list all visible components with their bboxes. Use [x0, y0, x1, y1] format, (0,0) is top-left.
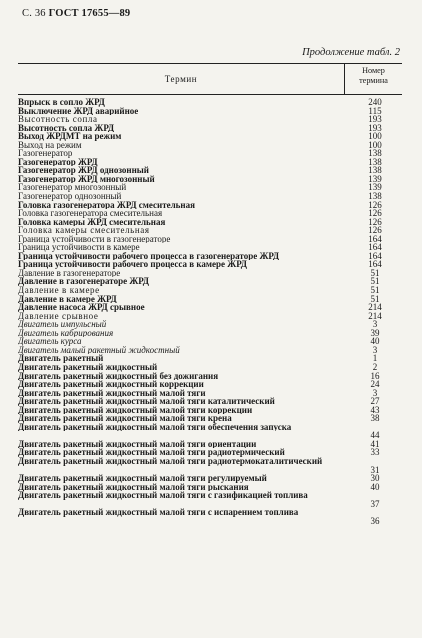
term-text: Двигатель ракетный жидкостный малой тяги регулируемый: [18, 474, 267, 483]
term-number: 24: [370, 379, 380, 390]
table-row: [18, 201, 402, 210]
table-row: [18, 354, 402, 363]
term-number: 51: [370, 276, 380, 287]
table-row: [18, 175, 402, 184]
term-text: Давление срывное: [18, 311, 99, 321]
table-row: [18, 218, 402, 227]
term-number: 1: [372, 353, 378, 364]
term-number: 40: [370, 481, 380, 492]
term-text: Граница устойчивости в камере: [18, 243, 140, 252]
term-number: 38: [370, 413, 380, 424]
term-text: Двигатель ракетный жидкостный малой тяги ориентации: [18, 439, 257, 449]
term-text: Газогенератор многозонный: [18, 183, 127, 193]
term-number: 138: [368, 148, 382, 159]
table-continuation-label: Продолжение табл. 2: [302, 47, 400, 58]
table-row: [18, 295, 402, 304]
term-number: 51: [370, 267, 380, 278]
term-number: 16: [370, 370, 380, 381]
table-row: [18, 286, 402, 295]
term-text: Двигатель ракетный жидкостный малой тяги: [18, 388, 206, 398]
term-text: Газогенератор ЖРД многозонный: [18, 174, 155, 184]
term-text: Газогенератор однозонный: [18, 192, 122, 201]
column-header-number-line1: Номер: [362, 66, 385, 75]
term-text: Двигатель ракетный: [18, 354, 104, 363]
term-number: 51: [370, 293, 380, 304]
term-text: Высотность сопла ЖРД: [18, 123, 115, 133]
term-text: Давление насоса ЖРД срывное: [18, 303, 145, 312]
term-number: 164: [368, 242, 382, 253]
term-number: 36: [370, 515, 380, 526]
term-number: 2: [372, 361, 378, 372]
term-text: Двигатель ракетный жидкостный малой тяги с газификацией топлива: [18, 491, 308, 500]
term-text: Двигатель ракетный жидкостный коррекции: [18, 380, 204, 389]
term-text: Двигатель кабрирования: [18, 328, 114, 338]
term-text: Головка газогенератора смесительная: [18, 209, 163, 218]
term-text: Двигатель ракетный жидкостный малой тяги крена: [18, 414, 232, 423]
term-text: Двигатель ракетный жидкостный малой тяги с испарением топлива: [18, 508, 299, 517]
table-row: [18, 252, 402, 261]
table-row: [18, 107, 402, 116]
table-row: [18, 372, 402, 381]
table-row: [18, 303, 402, 312]
column-header-number-line2: термина: [359, 76, 388, 85]
table-row: [18, 423, 402, 440]
table-row: [18, 312, 402, 321]
term-text: Граница устойчивости рабочего процесса в камере ЖРД: [18, 260, 247, 269]
term-text: Впрыск в сопло ЖРД: [18, 98, 105, 107]
column-header-term: Термин: [18, 64, 345, 94]
term-number: 240: [368, 97, 382, 107]
table-row: [18, 209, 402, 218]
term-text: Высотность сопла: [18, 115, 98, 124]
table-row: [18, 414, 402, 423]
term-number: 41: [370, 438, 380, 449]
term-number: 126: [368, 225, 382, 236]
term-text: Двигатель курса: [18, 337, 82, 346]
term-number: 3: [372, 344, 378, 355]
term-number: 40: [370, 336, 380, 347]
table-row: [18, 389, 402, 398]
table-row: [18, 124, 402, 133]
term-number: 100: [368, 139, 382, 150]
term-number: 44: [370, 430, 380, 441]
table-row: [18, 260, 402, 269]
term-text: Двигатель ракетный жидкостный малой тяги каталитический: [18, 397, 275, 406]
page-number: С. 36: [22, 8, 46, 19]
table-row: [18, 192, 402, 201]
term-text: Двигатель ракетный жидкостный без дожигания: [18, 371, 219, 381]
term-text: Двигатель ракетный жидкостный малой тяги радиотермический: [18, 448, 285, 457]
term-text: Двигатель ракетный жидкостный малой тяги обеспечения запуска: [18, 422, 292, 432]
table-row: [18, 337, 402, 346]
term-number: 39: [370, 327, 380, 338]
table-row: [18, 149, 402, 158]
term-number: 31: [370, 464, 380, 475]
table-row: [18, 508, 402, 525]
term-text: Газогенератор: [18, 149, 73, 158]
table-row: [18, 235, 402, 244]
table-row: [18, 406, 402, 415]
term-text: Выход на режим: [18, 140, 82, 150]
term-text: Граница устойчивости в газогенераторе: [18, 234, 171, 244]
term-number: 138: [368, 191, 382, 202]
table-row: [18, 277, 402, 286]
term-number: 27: [370, 396, 380, 407]
term-number: 139: [368, 173, 382, 184]
table-row: [18, 115, 402, 124]
table-row: [18, 483, 402, 492]
table-header: [18, 63, 402, 95]
term-text: Давление в камере: [18, 286, 100, 295]
term-number: 164: [368, 233, 382, 244]
table-row: [18, 98, 402, 107]
term-number: 193: [368, 114, 382, 125]
term-text: Давление в камере ЖРД: [18, 294, 117, 304]
term-number: 193: [368, 122, 382, 133]
term-text: Двигатель ракетный жидкостный: [18, 362, 158, 372]
page-header: [22, 8, 130, 19]
term-text: Давление в газогенераторе ЖРД: [18, 277, 149, 287]
table-row: [18, 226, 402, 235]
term-text: Двигатель ракетный жидкостный малой тяги коррекции: [18, 405, 253, 415]
table-row: [18, 329, 402, 338]
term-number: 33: [370, 447, 380, 458]
table-row: [18, 363, 402, 372]
term-text: Выключение ЖРД аварийное: [18, 106, 139, 116]
column-header-number: [345, 66, 402, 86]
term-number: 115: [368, 105, 382, 116]
table-row: [18, 457, 402, 474]
term-text: Головка камеры смесительная: [18, 226, 150, 235]
term-number: 126: [368, 208, 382, 219]
term-text: Давление в газогенераторе: [18, 268, 121, 278]
term-number: 214: [368, 310, 382, 321]
term-number: 214: [368, 302, 382, 313]
term-number: 37: [370, 498, 380, 509]
table-row: [18, 380, 402, 389]
term-text: Газогенератор ЖРД: [18, 157, 98, 167]
term-number: 139: [368, 182, 382, 193]
term-number: 126: [368, 199, 382, 210]
term-number: 164: [368, 259, 382, 270]
term-number: 30: [370, 473, 380, 484]
table-row: [18, 440, 402, 449]
table-row: [18, 491, 402, 508]
term-text: Двигатель ракетный жидкостный малой тяги радиотермокаталитический: [18, 456, 323, 466]
term-text: Двигатель ракетный жидкостный малой тяги рыскания: [18, 482, 249, 492]
table-row: [18, 183, 402, 192]
term-number: 43: [370, 404, 380, 415]
table-row: [18, 474, 402, 483]
table-row: [18, 346, 402, 355]
term-number: 138: [368, 156, 382, 167]
table-row: [18, 132, 402, 141]
term-number: 100: [368, 131, 382, 142]
term-number: 3: [372, 387, 378, 398]
table-row: [18, 166, 402, 175]
term-list: [18, 98, 402, 525]
term-number: 126: [368, 216, 382, 227]
table-row: [18, 320, 402, 329]
table-row: [18, 448, 402, 457]
standard-code: ГОСТ 17655—89: [48, 8, 131, 19]
term-text: Граница устойчивости рабочего процесса в газогенераторе ЖРД: [18, 251, 280, 261]
term-text: Двигатель малый ракетный жидкостный: [18, 345, 180, 355]
table-row: [18, 269, 402, 278]
table-row: [18, 243, 402, 252]
table-row: [18, 397, 402, 406]
term-text: Головка камеры ЖРД смесительная: [18, 217, 166, 227]
term-number: 51: [370, 285, 380, 296]
term-text: Двигатель импульсный: [18, 320, 107, 329]
table-row: [18, 158, 402, 167]
term-number: 3: [372, 319, 378, 330]
term-text: Выход ЖРДМТ на режим: [18, 132, 122, 141]
term-number: 138: [368, 165, 382, 176]
term-number: 164: [368, 250, 382, 261]
term-text: Газогенератор ЖРД однозонный: [18, 166, 149, 175]
term-text: Головка газогенератора ЖРД смесительная: [18, 200, 195, 210]
table-row: [18, 141, 402, 150]
